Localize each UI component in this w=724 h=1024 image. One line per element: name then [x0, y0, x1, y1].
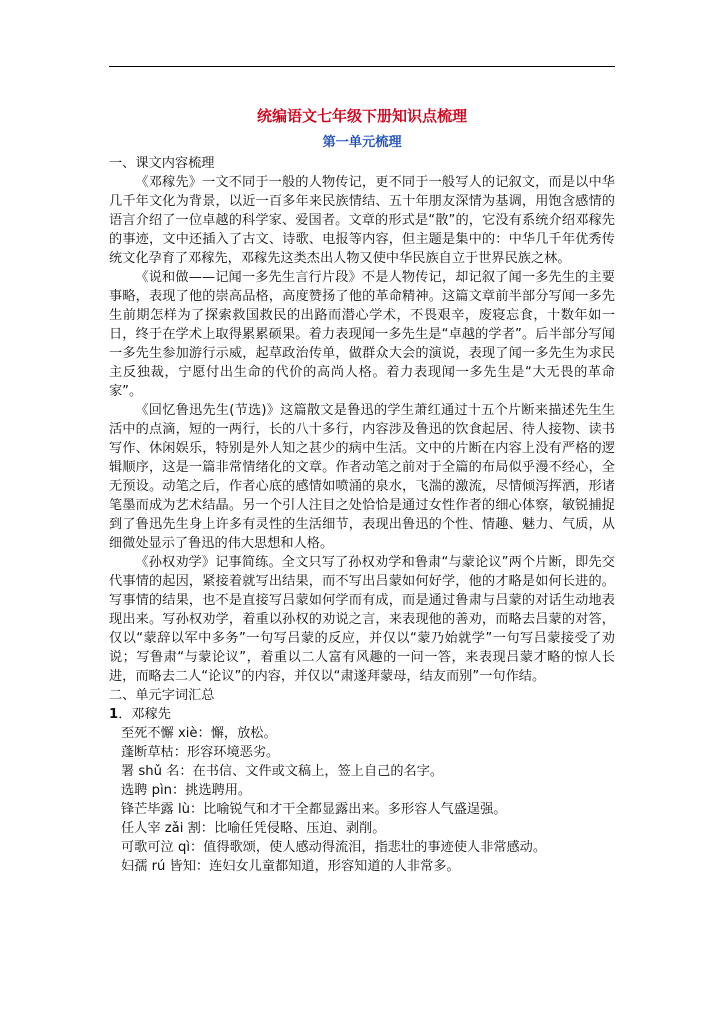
vocab-item: 锋芒毕露 lù：比喻锐气和才干全都显露出来。多形容人气盛逞强。	[121, 802, 507, 817]
vocab-item: 可歌可泣 qì：值得歌颂，使人感动得流泪，指悲壮的事迹使人非常感动。	[121, 840, 547, 855]
vocab-group-label: ．邓稼先	[118, 707, 171, 722]
vocab-item: 选聘 pìn：挑选聘用。	[121, 783, 252, 798]
paragraph-deng-jiaxian: 《邓稼先》一文不同于一般的人物传记，更不同于一般写人的记叙文，而是以中华几千年文化为背景，以近一百多年来民族情结、五十年朋友深情为基调，用饱含感情的语言介绍了一位卓越的科学家、爱国者。文章的形式是“散”的，它没有系统介绍邓稼先的事迹，文中还插入了古文、诗歌、电报等内容，但主题是集中的：中华几千年优秀传统文化孕育了邓稼先，邓稼先这类杰出人物又使中华民族自立于世界民族之林。	[109, 175, 615, 266]
vocab-group-number: 1	[109, 707, 119, 722]
vocab-group-title	[109, 705, 615, 724]
vocab-item: 妇孺 rú 皆知：连妇女儿童都知道，形容知道的人非常多。	[121, 859, 460, 874]
document-body	[109, 103, 615, 876]
section-heading-content: 一、课文内容梳理	[109, 156, 215, 171]
vocab-item: 任人宰 zǎi 割：比喻任凭侵略、压迫、剥削。	[121, 821, 386, 836]
unit-title: 第一单元梳理	[322, 135, 402, 150]
paragraph-shuo-he-zuo: 《说和做——记闻一多先生言行片段》不是人物传记，却记叙了闻一多先生的主要事略，表现了他的崇高品格，高度赞扬了他的革命精神。这篇文章前半部分写闻一多先生前期怎样为了探索救国救民的出路而潜心学术，不畏艰辛，废寝忘食，十数年如一日，终于在学术上取得累累硕果。着力表现闻一多先生是“卓越的学者”。后半部分写闻一多先生参加游行示威，起草政治传单，做群众大会的演说，表现了闻一多先生为求民主反独裁，宁愿付出生命的代价的高尚人格。着力表现闻一多先生是“大无畏的革命家”。	[109, 270, 615, 399]
paragraph-sun-quan: 《孙权劝学》记事简练。全文只写了孙权劝学和鲁肃“与蒙论议”两个片断，即先交代事情的起因，紧接着就写出结果，而不写出吕蒙如何好学，他的才略是如何长进的。写事情的结果，也不是直接写吕蒙如何学而有成，而是通过鲁肃与吕蒙的对话生动地表现出来。写孙权劝学，着重以孙权的劝说之言，来表现他的善劝，而略去吕蒙的对答，仅以“蒙辞以军中多务”一句写吕蒙的反应，并仅以“蒙乃始就学”一句写吕蒙接受了劝说；写鲁肃“与蒙论议”，着重以二人富有风趣的一问一答，来表现吕蒙才略的惊人长进，而略去二人“论议”的内容，并仅以“肃遂拜蒙母，结友而别”一句作结。	[109, 555, 615, 684]
vocab-item: 蓬断草枯：形容环境恶劣。	[121, 745, 280, 760]
vocab-item: 至死不懈 xiè：懈，放松。	[121, 726, 277, 741]
vocab-item: 署 shǔ 名：在书信、文件或文稿上，签上自己的名字。	[121, 764, 444, 779]
document-title: 统编语文七年级下册知识点梳理	[256, 107, 467, 125]
header-rule	[109, 66, 615, 67]
section-heading-vocab: 二、单元字词汇总	[109, 688, 215, 703]
paragraph-lu-xun: 《回忆鲁迅先生(节选)》这篇散文是鲁迅的学生萧红通过十五个片断来描述先生生活中的点滴，短的一两行，长的八十多行，内容涉及鲁迅的饮食起居、待人接物、读书写作、休闲娱乐，特别是外人知之甚少的病中生活。文中的片断在内容上没有严格的逻辑顺序，这是一篇非常情绪化的文章。作者动笔之前对于全篇的布局似乎漫不经心，全无预设。动笔之后，作者心底的感情如喷涌的泉水，飞湍的激流，尽情倾泻挥洒，形诸笔墨而成为艺术结晶。另一个引人注目之处恰恰是通过女性作者的细心体察，敏锐捕捉到了鲁迅先生身上许多有灵性的生活细节，表现出鲁迅的个性、情趣、魅力、气质，从细微处显示了鲁迅的伟大思想和人格。	[109, 403, 615, 551]
